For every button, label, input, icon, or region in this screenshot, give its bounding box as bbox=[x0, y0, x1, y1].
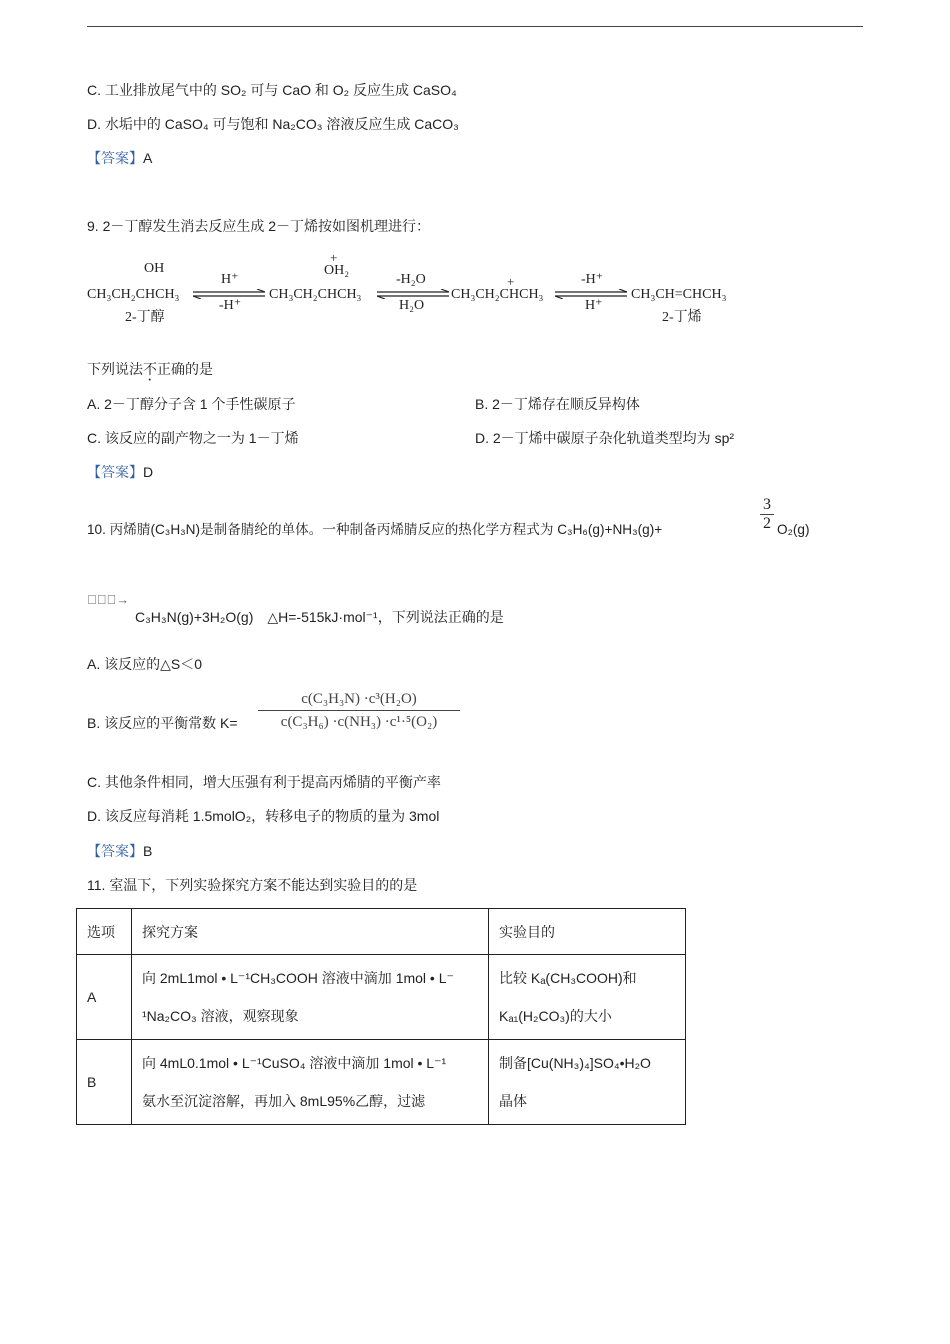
arrow3-bottom-label: H⁺ bbox=[585, 298, 603, 313]
k-numerator: c(C₃H₃N) ·c³(H₂O) bbox=[301, 691, 417, 707]
q10-answer bbox=[87, 841, 152, 861]
header-option: 选项 bbox=[77, 909, 132, 955]
q10-stem-tail: O₂(g) bbox=[777, 522, 810, 537]
q9-option-b: B. 2－丁烯存在顺反异构体 bbox=[475, 396, 640, 412]
table-header-row bbox=[77, 909, 686, 955]
arrow1-bottom-label: -H⁺ bbox=[219, 298, 242, 313]
q10-option-b: B. 该反应的平衡常数 K= bbox=[87, 715, 238, 731]
answer-label: 【答案】 bbox=[87, 843, 143, 859]
answer-value: D bbox=[143, 464, 154, 480]
q8-option-d: D. 水垢中的 CaSO₄ 可与饱和 Na₂CO₃ 溶液反应生成 CaCO₃ bbox=[87, 116, 459, 132]
oh2-group: OH₂ bbox=[324, 263, 350, 278]
oh2-plus-charge: + bbox=[330, 250, 338, 265]
header-goal: 实验目的 bbox=[489, 909, 686, 955]
q11-stem: 11. 室温下，下列实验探究方案不能达到实验目的的是 bbox=[87, 877, 418, 893]
q8-answer bbox=[87, 148, 152, 168]
arrow1-top-label: H⁺ bbox=[221, 272, 239, 287]
answer-value: A bbox=[143, 150, 153, 166]
answer-label: 【答案】 bbox=[87, 464, 143, 480]
frac-denominator: 2 bbox=[763, 515, 771, 532]
answer-value: B bbox=[143, 843, 153, 859]
table-row bbox=[77, 1040, 686, 1125]
q10-option-c: C. 其他条件相同，增大压强有利于提高丙烯腈的平衡产率 bbox=[87, 774, 441, 790]
row-plan: 向 4mL0.1mol • L⁻¹CuSO₄ 溶液中滴加 1mol • L⁻¹ 氨水至沉淀溶解，再加入 8mL95%乙醇，过滤 bbox=[132, 1040, 489, 1125]
q8-option-c: C. 工业排放尾气中的 SO₂ 可与 CaO 和 O₂ 反应生成 CaSO₄ bbox=[87, 82, 457, 98]
experiment-table bbox=[76, 908, 686, 1125]
header-plan: 探究方案 bbox=[132, 909, 489, 955]
row-goal: 制备[Cu(NH₃)₄]SO₄•H₂O 晶体 bbox=[489, 1040, 686, 1125]
k-denominator: c(C₃H₆) ·c(NH₃) ·c¹·⁵(O₂) bbox=[258, 710, 460, 733]
product-name: 2-丁烯 bbox=[662, 310, 702, 325]
header-rule bbox=[87, 26, 863, 27]
reactant-formula: CH₃CH₂CHCH₃ bbox=[87, 287, 180, 302]
intermediate-2-formula: CH₃CH₂CHCH₃ bbox=[451, 287, 544, 302]
q10-option-d: D. 该反应每消耗 1.5molO₂，转移电子的物质的量为 3mol bbox=[87, 808, 440, 824]
arrow3-top-label: -H⁺ bbox=[581, 272, 604, 287]
product-formula: CH₃CH=CHCH₃ bbox=[631, 287, 727, 302]
q9-stem: 9. 2－丁醇发生消去反应生成 2－丁烯按如图机理进行： bbox=[87, 218, 431, 234]
q10-option-a: A. 该反应的△S＜0 bbox=[87, 656, 203, 672]
broken-equilibrium-glyph: ⟵⃞⃞→ bbox=[87, 592, 130, 607]
row-goal: 比较 Kₐ(CH₃COOH)和 Kₐ₁(H₂CO₃)的大小 bbox=[489, 955, 686, 1040]
table-row bbox=[77, 955, 686, 1040]
three-halves-fraction bbox=[760, 496, 774, 533]
intermediate-1-formula: CH₃CH₂CHCH₃ bbox=[269, 287, 362, 302]
q9-option-d: D. 2－丁烯中碳原子杂化轨道类型均为 sp² bbox=[475, 430, 735, 446]
reaction-mechanism-figure bbox=[87, 250, 757, 330]
oh-group: OH bbox=[144, 261, 165, 276]
q9-option-c: C. 该反应的副产物之一为 1－丁烯 bbox=[87, 430, 299, 446]
answer-label: 【答案】 bbox=[87, 150, 143, 166]
frac-numerator: 3 bbox=[763, 496, 771, 513]
q9-prompt: 下列说法不正确的是 bbox=[87, 361, 213, 377]
q10-equation-rest: C₃H₃N(g)+3H₂O(g) △H=-515kJ·mol⁻¹，下列说法正确的是 bbox=[135, 609, 504, 625]
row-option: A bbox=[77, 955, 132, 1040]
row-option: B bbox=[77, 1040, 132, 1125]
carbocation-charge: + bbox=[507, 274, 515, 289]
q9-option-a: A. 2－丁醇分子含 1 个手性碳原子 bbox=[87, 396, 296, 412]
reactant-name: 2-丁醇 bbox=[125, 310, 165, 325]
row-plan: 向 2mL1mol • L⁻¹CH₃COOH 溶液中滴加 1mol • L⁻ ¹Na₂CO₃ 溶液，观察现象 bbox=[132, 955, 489, 1040]
emphasis-not: 不 bbox=[143, 361, 157, 377]
arrow2-bottom-label: H₂O bbox=[399, 298, 425, 313]
q10-stem: 10. 丙烯腈(C₃H₃N)是制备腈纶的单体。一种制备丙烯腈反应的热化学方程式为 C₃H₆(g)+NH₃(g)+ bbox=[87, 522, 663, 537]
arrow2-top-label: -H₂O bbox=[396, 272, 426, 287]
equilibrium-constant-fraction bbox=[258, 688, 460, 733]
q9-answer bbox=[87, 462, 153, 482]
